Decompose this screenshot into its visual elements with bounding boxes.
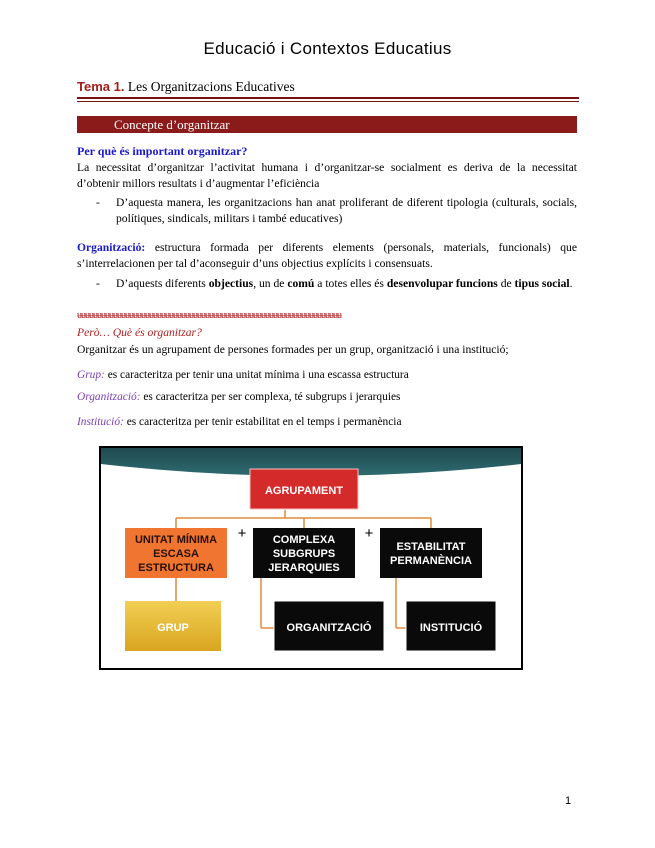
heading-rule [77, 97, 579, 99]
organitzacio-label: ORGANITZACIÓ [286, 622, 372, 634]
definition-term: Organització: [77, 241, 146, 254]
unitat-label-line3: ESTRUCTURA [138, 562, 214, 574]
bullet-item [96, 276, 577, 292]
organization-definition [77, 240, 577, 271]
bullet-dash: - [96, 196, 100, 209]
agrupament-label: AGRUPAMENT [264, 485, 344, 497]
decorative-divider: ʉʉʉʉʉʉʉʉʉʉʉʉʉʉʉʉʉʉʉʉʉʉʉʉʉʉʉʉʉʉʉʉʉʉʉʉʉʉʉʉʉʉʉʉʉʉʉʉʉʉʉʉʉʉʉʉʉʉʉʉʉʉʉʉʉʉ [77, 311, 341, 320]
tema-heading [77, 79, 295, 95]
heading-rule-thin [77, 101, 579, 102]
unitat-label-line1: UNITAT MÍNIMA [134, 534, 218, 546]
complexa-label-line2: SUBGRUPS [272, 548, 336, 560]
definition-term: Grup: [77, 369, 105, 381]
bullet-dash: - [96, 277, 100, 290]
definition-term: Institució: [77, 416, 124, 428]
tema-text: Les Organitzacions Educatives [127, 79, 295, 94]
institucio-label: INSTITUCIÓ [419, 622, 483, 634]
document-title: Educació i Contextos Educatius [203, 39, 452, 58]
bullet-item [96, 195, 577, 226]
definition-text: es caracteritza per ser complexa, té subgrups i jerarquies [143, 391, 401, 403]
definition-text: es caracteritza per tenir estabilitat en el temps i permanència [126, 416, 402, 428]
estabilitat-box [380, 528, 482, 578]
question-organitzar: Però… Què és organitzar? [77, 326, 202, 339]
complexa-label-line1: COMPLEXA [272, 534, 336, 546]
definition-term: Organització: [77, 391, 141, 403]
plus-sign: + [237, 525, 247, 542]
organitzar-definition: Organitzar és un agrupament de persones formades per un grup, organització i una institució; [77, 343, 509, 356]
definition-institucio [77, 416, 402, 428]
unitat-label-line2: ESCASA [153, 548, 199, 560]
definition-grup [77, 369, 409, 381]
section-bar [77, 116, 577, 133]
definition-text: es caracteritza per tenir una unitat mínima i una escassa estructura [107, 369, 409, 381]
definition-text: estructura formada per diferents elements (personals, materials, funcionals) que s’interrelacionen per tal d’aconseguir d’uns objectius explícits i consensuats. [77, 241, 577, 270]
definition-organitzacio [77, 391, 400, 403]
question-heading: Per què és important organitzar? [77, 144, 248, 158]
section-title: Concepte d’organitzar [114, 117, 230, 132]
bullet-text: D’aquesta manera, les organitzacions han anat proliferant de diferent tipologia (culturals, socials, polítiques, sindicals, militars i també educatives) [116, 196, 577, 225]
estabilitat-label-line1: ESTABILITAT [396, 541, 466, 553]
bullet-text: D’aquests diferents objectius, un de comú a totes elles és desenvolupar funcions de tipus social. [116, 277, 573, 290]
plus-sign: + [364, 525, 374, 542]
paragraph-necessity: La necessitat d’organitzar l’activitat humana i d’organitzar-se socialment es deriva de la necessitat d’obtenir millors resultats i d’augmentar l’eficiència [77, 161, 577, 190]
estabilitat-label-line2: PERMANÈNCIA [390, 555, 472, 567]
page-number: 1 [565, 795, 572, 807]
organization-diagram [99, 446, 523, 670]
grup-label: GRUP [157, 622, 189, 634]
complexa-label-line3: JERARQUIES [268, 562, 340, 574]
tema-label: Tema 1. [77, 79, 125, 94]
